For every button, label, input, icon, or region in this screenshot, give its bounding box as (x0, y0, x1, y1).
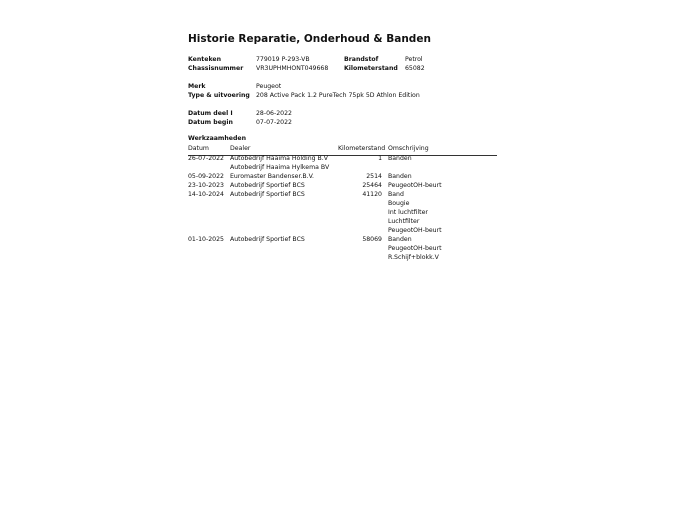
header-kilometerstand: Kilometerstand (338, 145, 386, 152)
row-dealer: Autobedrijf Sportief BCS (230, 182, 305, 189)
row-omschrijving: R.Schijf+blokk.V (388, 254, 439, 261)
row-kilometerstand: 25464 (362, 182, 382, 189)
row-omschrijving: Int luchtfilter (388, 209, 428, 216)
row-kilometerstand: 1 (378, 155, 382, 162)
kilometerstand-value: 65082 (405, 65, 425, 72)
row-omschrijving: Bougie (388, 200, 410, 207)
datum-begin-value: 07-07-2022 (256, 119, 292, 126)
header-omschrijving: Omschrijving (388, 145, 429, 152)
row-kilometerstand: 58069 (362, 236, 382, 243)
header-datum: Datum (188, 145, 209, 152)
datum-begin-label: Datum begin (188, 119, 233, 126)
row-omschrijving: Band (388, 191, 404, 198)
type-uitvoering-label: Type & uitvoering (188, 92, 250, 99)
header-dealer: Dealer (230, 145, 251, 152)
kenteken-value: 779019 P-293-VB (256, 56, 310, 63)
row-omschrijving: Banden (388, 173, 412, 180)
row-dealer: Autobedrijf Sportief BCS (230, 236, 305, 243)
row-kilometerstand: 2514 (366, 173, 382, 180)
row-dealer: Autobedrijf Sportief BCS (230, 191, 305, 198)
row-datum: 26-07-2022 (188, 155, 224, 162)
chassisnummer-label: Chassisnummer (188, 65, 244, 72)
row-omschrijving: Banden (388, 155, 412, 162)
row-datum: 05-09-2022 (188, 173, 224, 180)
table-body (188, 156, 497, 264)
table-row (188, 156, 497, 174)
row-kilometerstand: 41120 (362, 191, 382, 198)
brandstof-label: Brandstof (344, 56, 379, 63)
row-datum: 23-10-2023 (188, 182, 224, 189)
row-datum: 01-10-2025 (188, 236, 224, 243)
row-omschrijving: Banden (388, 236, 412, 243)
row-dealer: Autobedrijf Haaima Holding B.V (230, 155, 328, 162)
kilometerstand-label: Kilometerstand (344, 65, 398, 72)
table-row (188, 192, 497, 237)
row-omschrijving: PeugeotOH-beurt (388, 227, 442, 234)
merk-value: Peugeot (256, 83, 282, 90)
row-dealer: Autobedrijf Haaima Hylkema BV (230, 164, 330, 171)
datum-deel1-value: 28-06-2022 (256, 110, 292, 117)
brandstof-value: Petrol (405, 56, 423, 63)
chassisnummer-value: VR3UPHMHONT049668 (256, 65, 329, 72)
kenteken-label: Kenteken (188, 56, 221, 63)
row-omschrijving: Luchtfilter (388, 218, 420, 225)
datum-deel1-label: Datum deel I (188, 110, 233, 117)
table-row (188, 237, 497, 264)
row-omschrijving: PeugeotOH-beurt (388, 245, 442, 252)
merk-label: Merk (188, 83, 206, 90)
type-uitvoering-value: 208 Active Pack 1.2 PureTech 75pk 5D Athlon Edition (256, 92, 420, 99)
page-title: Historie Reparatie, Onderhoud & Banden (188, 33, 431, 45)
row-datum: 14-10-2024 (188, 191, 224, 198)
row-omschrijving: PeugeotOH-beurt (388, 182, 442, 189)
row-dealer: Euromaster Bandenser.B.V. (230, 173, 315, 180)
werkzaamheden-title: Werkzaamheden (188, 135, 246, 142)
